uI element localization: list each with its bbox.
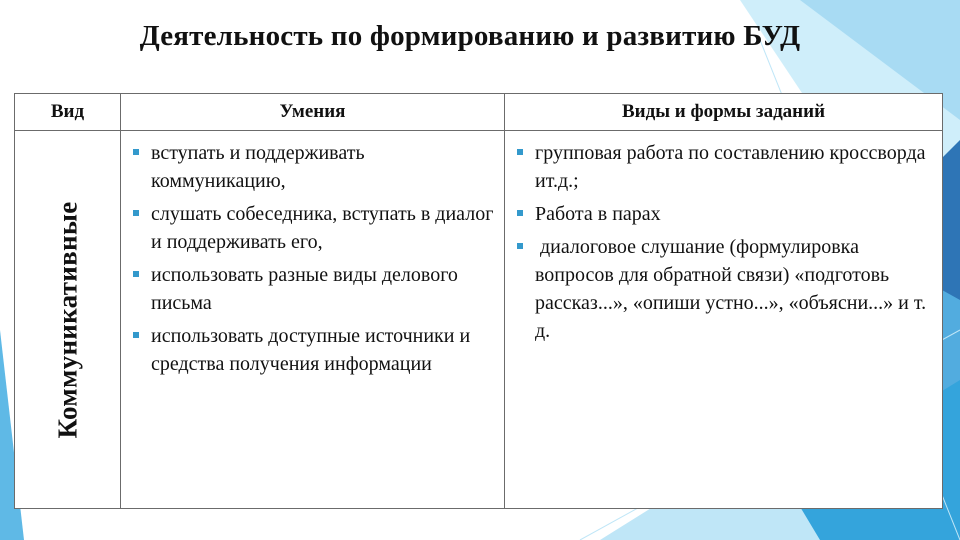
- bullet-square-icon: [133, 332, 139, 338]
- tasks-cell: [505, 131, 943, 509]
- skill-text: использовать доступные источники и средства получения информации: [151, 325, 471, 375]
- table-header-row: [15, 94, 943, 131]
- list-item: [515, 200, 932, 228]
- skills-cell: [121, 131, 505, 509]
- task-text: Работа в парах: [535, 203, 661, 225]
- list-item: [515, 233, 932, 345]
- bullet-square-icon: [517, 210, 523, 216]
- table-row: [15, 131, 943, 509]
- skill-text: использовать разные виды делового письма: [151, 264, 458, 314]
- tasks-list: [505, 131, 942, 345]
- bullet-square-icon: [517, 149, 523, 155]
- page-title: Деятельность по формированию и развитию БУД: [139, 20, 801, 52]
- bullet-square-icon: [133, 149, 139, 155]
- header-tasks: Виды и формы заданий: [505, 94, 943, 131]
- list-item: [131, 200, 494, 256]
- list-item: [131, 139, 494, 195]
- skills-list: [121, 131, 504, 378]
- list-item: [131, 322, 494, 378]
- bullet-square-icon: [133, 210, 139, 216]
- skill-text: слушать собеседника, вступать в диалог и поддерживать его,: [151, 203, 494, 253]
- header-skills: Умения: [121, 94, 505, 131]
- bullet-square-icon: [133, 271, 139, 277]
- kind-cell: [15, 131, 121, 509]
- header-kind: Вид: [15, 94, 121, 131]
- bullet-square-icon: [517, 243, 523, 249]
- skill-text: вступать и поддерживать коммуникацию,: [151, 142, 365, 192]
- activities-table: [14, 93, 943, 509]
- task-text: групповая работа по составлению кроссворда ит.д.;: [535, 142, 926, 192]
- task-text: диалоговое слушание (формулировка вопросов для обратной связи) «подготовь рассказ...», «опиши устно...», «объясни...» и т. д.: [535, 236, 932, 342]
- list-item: [515, 139, 932, 195]
- kind-label: Коммуникативные: [52, 200, 82, 439]
- list-item: [131, 261, 494, 317]
